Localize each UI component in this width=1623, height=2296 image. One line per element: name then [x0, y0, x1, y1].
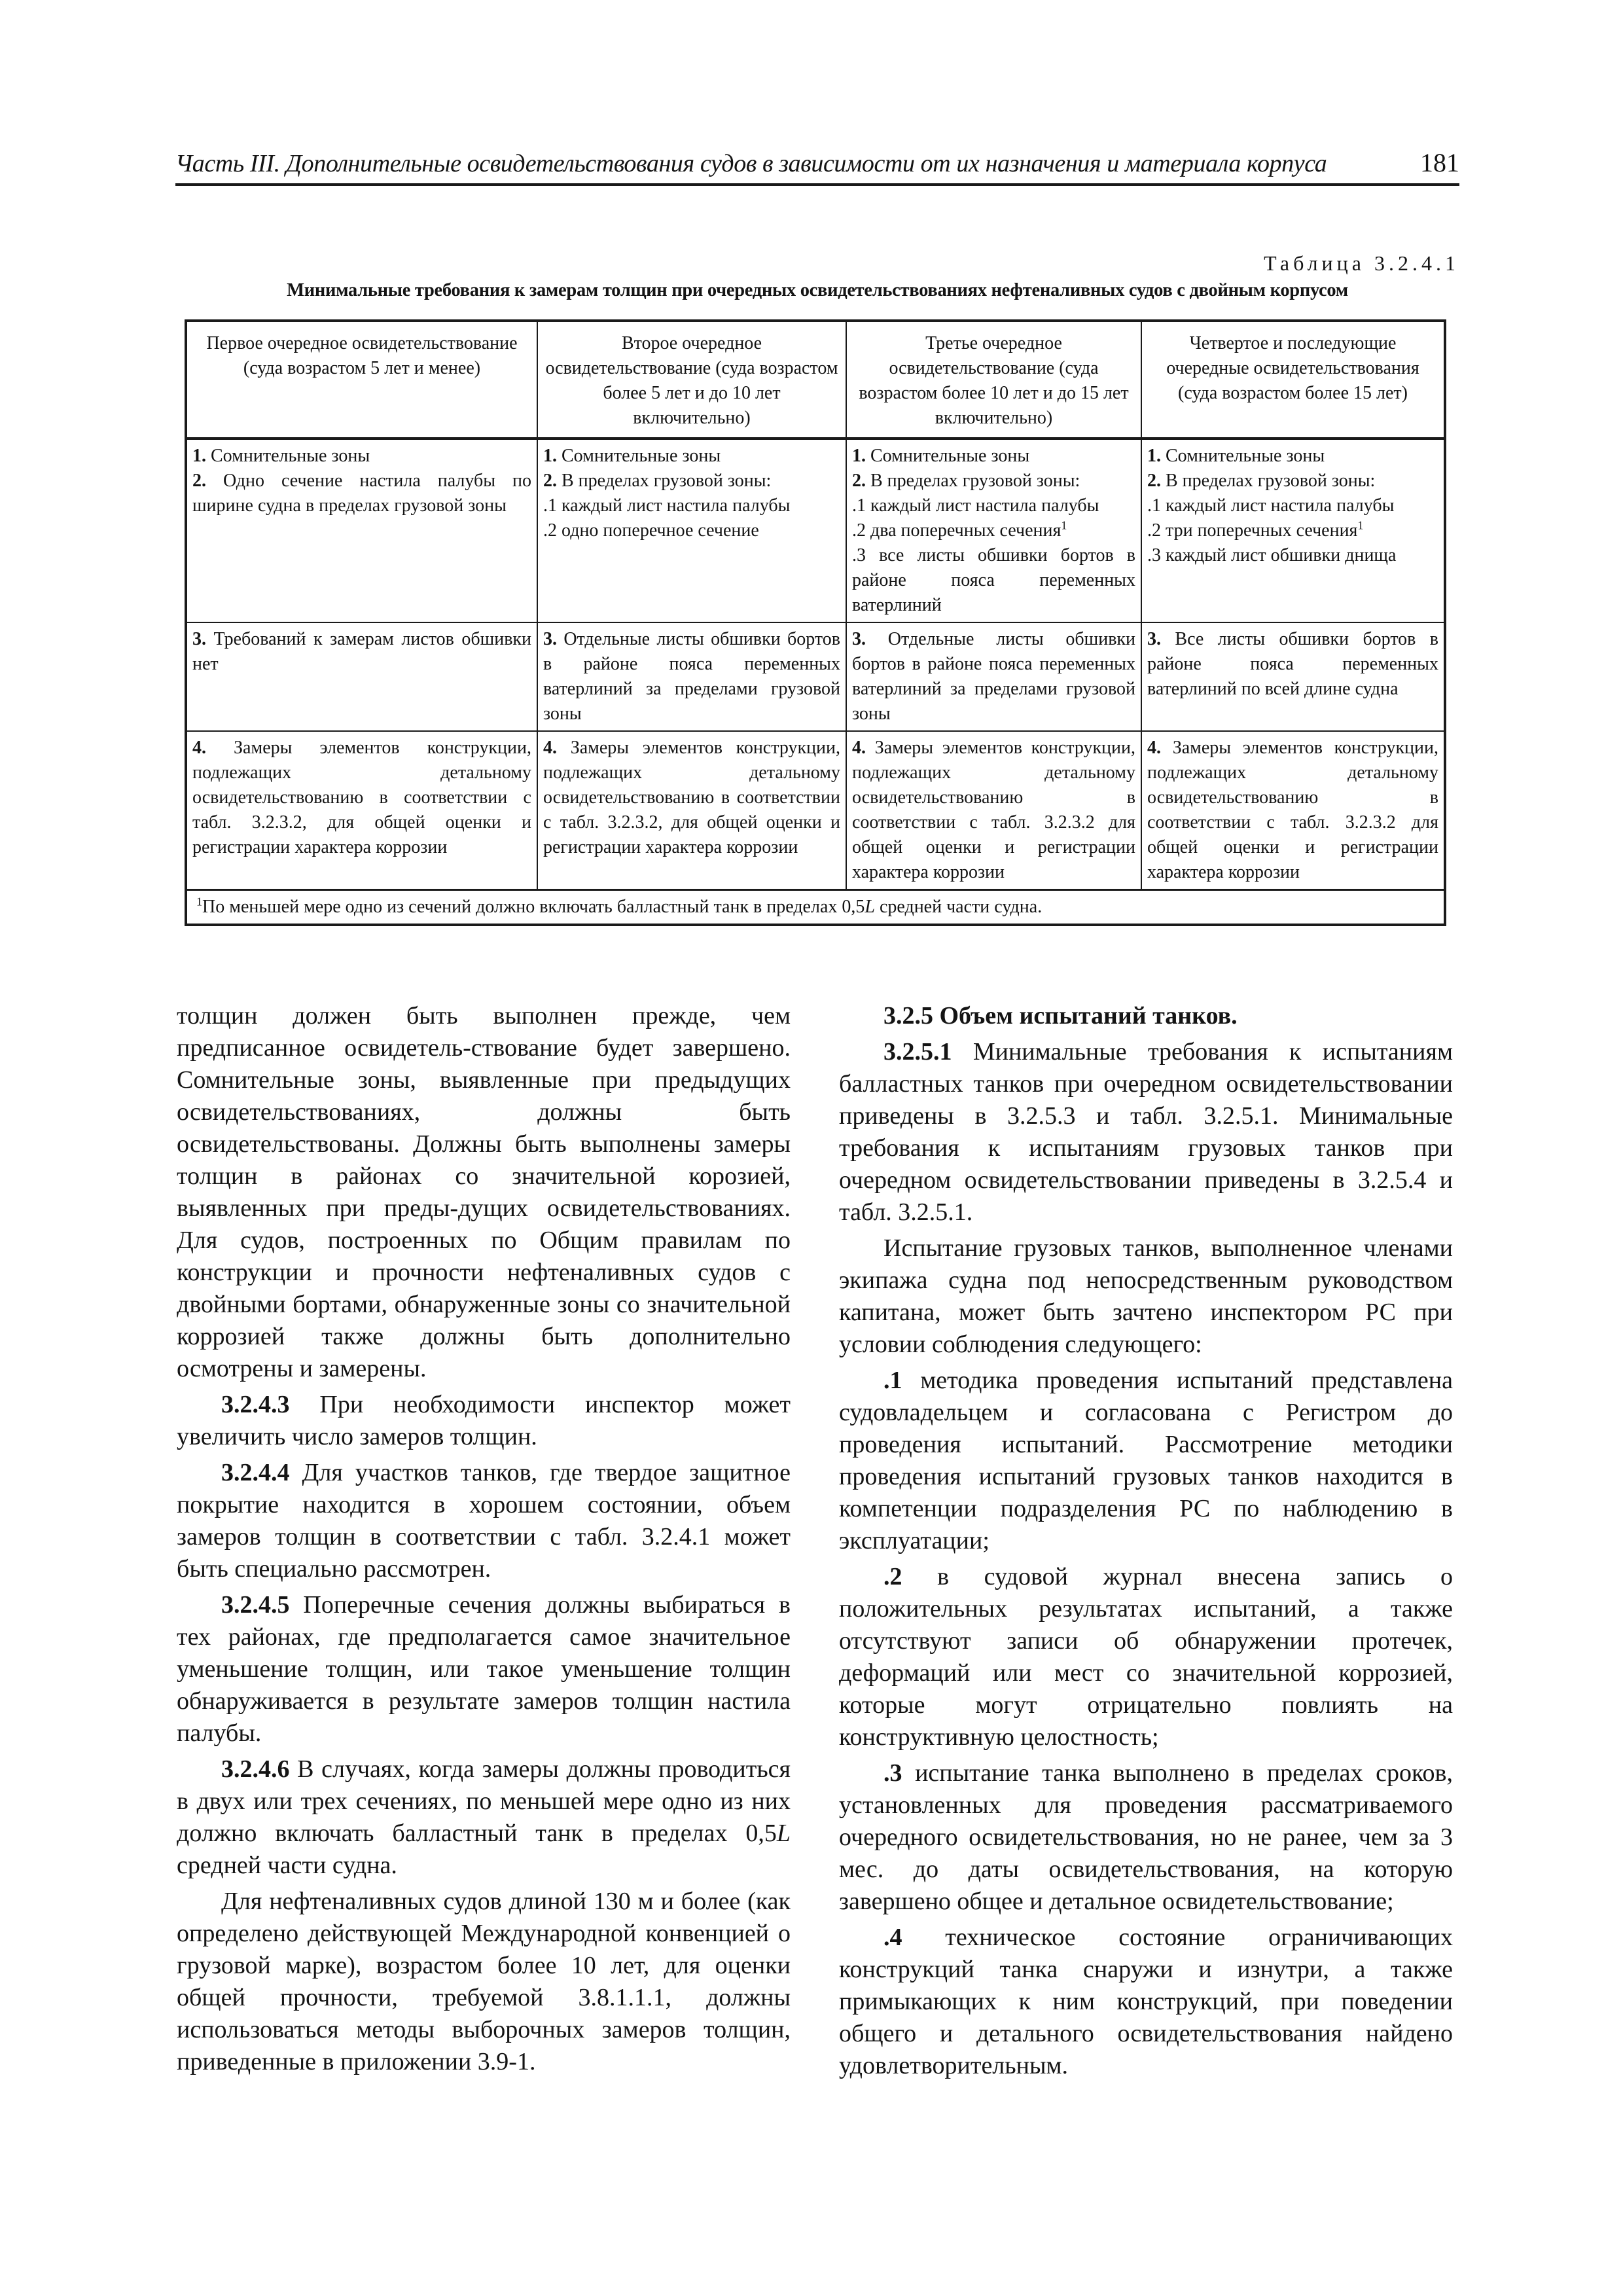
- requirements-table: [185, 319, 1446, 926]
- paragraph: [839, 1036, 1453, 1229]
- table-cell: [186, 731, 537, 890]
- list-item-text: техническое состояние ограничивающих конструкций танка снаружи и изнутри, а также примыкающих к ним конструкций, при поведении общего и детального освидетельствования найдено удовлетворительным.: [839, 1924, 1453, 2079]
- item-number: 3.: [543, 629, 557, 649]
- cell-text: Одно сечение настила палубы по ширине судна в пределах грузовой зоны: [192, 471, 531, 516]
- cell-text: Замеры элементов конструкции, подлежащих детальному освидетельствованию в соответствии с табл. 3.2.3.2, для общей оценки и регистрации характера коррозии: [543, 738, 841, 857]
- item-number: 4.: [192, 738, 206, 758]
- cell-text: В пределах грузовой зоны:: [870, 471, 1080, 491]
- paragraph-text: В случаях, когда замеры должны проводиться в двух или трех сечениях, по меньшей мере одно из них должно включать балластный танк в пределах 0,5: [177, 1755, 791, 1847]
- section-number: 3.2.4.3: [221, 1391, 290, 1418]
- section-number: 3.2.4.5: [221, 1591, 290, 1619]
- paragraph-text: Для участков танков, где твердое защитное покрытие находится в хорошем состоянии, объем замеров толщин в соответствии с табл. 3.2.4.1 может быть специально рассмотрен.: [177, 1459, 791, 1583]
- cell-text: .1 каждый лист настила палубы: [852, 495, 1099, 516]
- table-cell: [186, 622, 537, 731]
- left-text-column: [177, 1000, 791, 2078]
- paragraph-text: средней части судна.: [177, 1852, 397, 1879]
- footnote-mark: 1: [1357, 518, 1364, 532]
- table-cell: [1141, 731, 1445, 890]
- list-item: [839, 1757, 1453, 1918]
- item-number: 1.: [192, 446, 206, 466]
- table-cell: [537, 622, 846, 731]
- item-number: .2: [883, 1563, 902, 1590]
- cell-text: .3 все листы обшивки бортов в районе пояса переменных ватерлиний: [852, 545, 1135, 615]
- table-cell: [846, 439, 1141, 622]
- cell-text: .1 каждый лист настила палубы: [1147, 495, 1395, 516]
- item-number: 2.: [192, 471, 206, 491]
- table-footnote-row: [186, 890, 1445, 925]
- item-number: 4.: [1147, 738, 1161, 758]
- section-number: 3.2.4.4: [221, 1459, 290, 1486]
- cell-text: .1 каждый лист настила палубы: [543, 495, 791, 516]
- table-cell: [537, 439, 846, 622]
- right-text-column: [839, 1000, 1453, 2082]
- cell-text: .2 три поперечных сечения: [1147, 520, 1358, 541]
- cell-text: Замеры элементов конструкции, подлежащих детальному освидетельствованию в соответствии с табл. 3.2.3.2 для общей оценки и регистрации характера коррозии: [1147, 738, 1439, 882]
- section-number: 3.2.5.1: [883, 1038, 952, 1066]
- section-number: 3.2.4.6: [221, 1755, 290, 1783]
- list-item-text: в судовой журнал внесена запись о положительных результатах испытаний, а также отсутствуют записи об обнаружении протечек, деформаций или мест со значительной коррозией, которые могут отрицательно повлиять на конструктивную целостность;: [839, 1563, 1453, 1751]
- footnote-mark: 1: [1061, 518, 1067, 532]
- cell-text: В пределах грузовой зоны:: [1166, 471, 1376, 491]
- cell-text: Отдельные листы обшивки бортов в районе пояса переменных ватерлиний за пределами грузовой зоны: [543, 629, 841, 724]
- item-number: 3.: [1147, 629, 1161, 649]
- footnote-mark: 1: [196, 895, 202, 908]
- paragraph: [177, 1389, 791, 1453]
- item-number: 4.: [852, 738, 866, 758]
- list-item-text: методика проведения испытаний представлена судовладельцем и согласована с Регистром до проведения испытаний. Рассмотрение методики проведения испытаний грузовых танков находится в компетенции подразделения РС по наблюдению в эксплуатации;: [839, 1367, 1453, 1554]
- paragraph: толщин должен быть выполнен прежде, чем предписанное освидетель-ствование будет завершено. Сомнительные зоны, выявленные при предыдущих освидетельствованиях, должны быть освидетельствованы. Должны быть выполнены замеры толщин в районах со значительной корозией, выявленных при преды-дущих освидетельствованиях. Для судов, построенных по Общим правилам по конструкции и прочности нефтеналивных судов с двойными бортами, обнаруженные зоны со значительной коррозией также должны быть дополнительно осмотрены и замерены.: [177, 1002, 791, 1382]
- table-cell: [537, 731, 846, 890]
- item-number: 1.: [543, 446, 557, 466]
- paragraph-variable: L: [776, 1820, 791, 1847]
- cell-text: Требований к замерам листов обшивки нет: [192, 629, 532, 674]
- cell-text: Сомнительные зоны: [211, 446, 370, 466]
- cell-text: Отдельные листы обшивки бортов в районе пояса переменных ватерлиний за пределами грузовой зоны: [852, 629, 1136, 724]
- footnote-text: средней части судна.: [874, 897, 1043, 917]
- item-number: .3: [883, 1759, 902, 1787]
- column-header-4: Четвертое и последующие очередные освидетельствования (суда возрастом более 15 лет): [1141, 321, 1445, 439]
- item-number: .4: [883, 1924, 902, 1951]
- cell-text: Все листы обшивки бортов в районе пояса переменных ватерлиний по всей длине судна: [1147, 629, 1439, 699]
- cell-text: В пределах грузовой зоны:: [562, 471, 772, 491]
- table-row: [186, 439, 1445, 622]
- table-cell: [1141, 622, 1445, 731]
- table-footnote: [186, 890, 1445, 925]
- footnote-variable: L: [865, 897, 875, 917]
- paragraph: [177, 1589, 791, 1749]
- paragraph-text: Минимальные требования к испытаниям балластных танков при очередном освидетельствовании приведены в 3.2.5.3 и табл. 3.2.5.1. Минимальные требования к испытаниям грузовых танков при очередном освидетельствовании приведены в 3.2.5.4 и табл. 3.2.5.1.: [839, 1038, 1453, 1226]
- cell-text: .2 одно поперечное сечение: [543, 520, 759, 541]
- cell-text: Замеры элементов конструкции, подлежащих детальному освидетельствованию в соответствии с табл. 3.2.3.2 для общей оценки и регистрации характера коррозии: [852, 738, 1136, 882]
- page-number: 181: [1420, 148, 1459, 177]
- list-item: [839, 1561, 1453, 1753]
- paragraph: [177, 1753, 791, 1882]
- table-number: Таблица 3.2.4.1: [1264, 251, 1459, 275]
- table-cell: [1141, 439, 1445, 622]
- table-header-row: [186, 321, 1445, 439]
- item-number: 2.: [543, 471, 557, 491]
- item-number: 3.: [192, 629, 206, 649]
- column-header-1: Первое очередное освидетельствование (суда возрастом 5 лет и менее): [186, 321, 537, 439]
- item-number: .1: [883, 1367, 902, 1394]
- paragraph: [177, 1457, 791, 1585]
- cell-text: .2 два поперечных сечения: [852, 520, 1061, 541]
- table-cell: [186, 439, 537, 622]
- paragraph: Испытание грузовых танков, выполненное членами экипажа судна под непосредственным руководством капитана, может быть зачтено инспектором РС при условии соблюдения следующего:: [839, 1234, 1453, 1358]
- running-header: [175, 143, 1459, 186]
- item-number: 4.: [543, 738, 557, 758]
- item-number: 1.: [852, 446, 866, 466]
- table-cell: [846, 622, 1141, 731]
- column-header-3: Третье очередное освидетельствование (суда возрастом более 10 лет и до 15 лет включительно): [846, 321, 1141, 439]
- paragraph-text: При необходимости инспектор может увеличить число замеров толщин.: [177, 1391, 791, 1450]
- item-number: 1.: [1147, 446, 1161, 466]
- cell-text: Сомнительные зоны: [870, 446, 1030, 466]
- section-heading: 3.2.5 Объем испытаний танков.: [883, 1002, 1238, 1030]
- list-item: [839, 1922, 1453, 2082]
- table-caption: Минимальные требования к замерам толщин при очередных освидетельствованиях нефтеналивных судов с двойным корпусом: [287, 280, 1348, 300]
- list-item: [839, 1365, 1453, 1557]
- cell-text: Сомнительные зоны: [562, 446, 721, 466]
- table-cell: [846, 731, 1141, 890]
- paragraph: Для нефтеналивных судов длиной 130 м и более (как определено действующей Международной конвенцией о грузовой марке), возрастом более 10 лет, для оценки общей прочности, требуемой 3.8.1.1.1, должны использоваться методы выборочных замеров толщин, приведенные в приложении 3.9-1.: [177, 1888, 791, 2075]
- paragraph-text: Поперечные сечения должны выбираться в тех районах, где предполагается самое значительное уменьшение толщин, или такое уменьшение толщин обнаруживается в результате замеров толщин настила палубы.: [177, 1591, 791, 1747]
- cell-text: Замеры элементов конструкции, подлежащих детальному освидетельствованию в соответствии с табл. 3.2.3.2, для общей оценки и регистрации характера коррозии: [192, 738, 531, 857]
- cell-text: Сомнительные зоны: [1166, 446, 1325, 466]
- item-number: 3.: [852, 629, 866, 649]
- table-row: [186, 731, 1445, 890]
- item-number: 2.: [1147, 471, 1161, 491]
- item-number: 2.: [852, 471, 866, 491]
- footnote-text: По меньшей мере одно из сечений должно включать балластный танк в пределах 0,5: [202, 897, 865, 917]
- running-header-title: Часть III. Дополнительные освидетельствования судов в зависимости от их назначения и материала корпуса: [175, 150, 1327, 177]
- list-item-text: испытание танка выполнено в пределах сроков, установленных для проведения рассматриваемого очередного освидетельствования, но не ранее, чем за 3 мес. до даты освидетельствования, на которую завершено общее и детальное освидетельствование;: [839, 1759, 1453, 1915]
- table-row: [186, 622, 1445, 731]
- cell-text: .3 каждый лист обшивки днища: [1147, 545, 1397, 565]
- column-header-2: Второе очередное освидетельствование (суда возрастом более 5 лет и до 10 лет включительно): [537, 321, 846, 439]
